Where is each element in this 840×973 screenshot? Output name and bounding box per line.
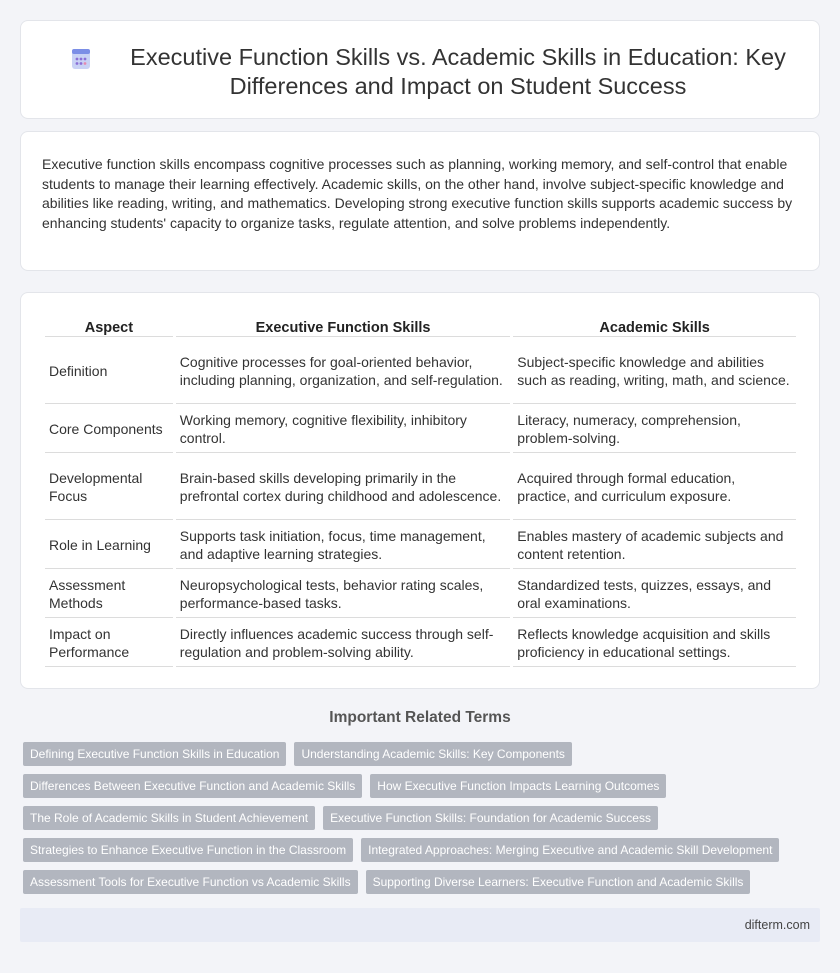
row-aspect: Impact on Performance bbox=[45, 618, 173, 667]
row-academic: Subject-specific knowledge and abilities such as reading, writing, math, and science. bbox=[513, 337, 796, 404]
table-row bbox=[45, 337, 796, 404]
related-term-link[interactable]: The Role of Academic Skills in Student Achievement bbox=[23, 806, 315, 830]
related-term-link[interactable]: Defining Executive Function Skills in Education bbox=[23, 742, 286, 766]
related-term-link[interactable]: Integrated Approaches: Merging Executive and Academic Skill Development bbox=[361, 838, 779, 862]
related-term-link[interactable]: Differences Between Executive Function and Academic Skills bbox=[23, 774, 362, 798]
title-card bbox=[20, 20, 820, 119]
header-academic-skills: Academic Skills bbox=[513, 316, 796, 337]
row-academic: Enables mastery of academic subjects and content retention. bbox=[513, 520, 796, 569]
row-executive: Brain-based skills developing primarily in the prefrontal cortex during childhood and adolescence. bbox=[176, 453, 510, 520]
row-executive: Directly influences academic success through self-regulation and problem-solving ability. bbox=[176, 618, 510, 667]
intro-paragraph: Executive function skills encompass cognitive processes such as planning, working memory, and self-control that enable students to manage their learning effectively. Academic skills, on the other hand, involve subject-specific knowledge and abilities like reading, writing, and mathematics. Developing strong executive function skills supports academic success by enhancing students' capacity to organize tasks, regulate attention, and solve problems independently. bbox=[42, 156, 793, 231]
row-executive: Working memory, cognitive flexibility, inhibitory control. bbox=[176, 404, 510, 453]
related-term-link[interactable]: Executive Function Skills: Foundation for Academic Success bbox=[323, 806, 658, 830]
row-aspect: Role in Learning bbox=[45, 520, 173, 569]
row-academic: Literacy, numeracy, comprehension, problem-solving. bbox=[513, 404, 796, 453]
footer bbox=[20, 908, 820, 942]
related-term-link[interactable]: Understanding Academic Skills: Key Components bbox=[294, 742, 571, 766]
row-academic: Reflects knowledge acquisition and skills proficiency in educational settings. bbox=[513, 618, 796, 667]
document-icon bbox=[68, 46, 94, 72]
row-academic: Acquired through formal education, practice, and curriculum exposure. bbox=[513, 453, 796, 520]
header-executive-function: Executive Function Skills bbox=[176, 316, 510, 337]
related-terms-heading: Important Related Terms bbox=[329, 709, 511, 726]
table-row bbox=[45, 404, 796, 453]
table-row bbox=[45, 453, 796, 520]
row-executive: Neuropsychological tests, behavior rating scales, performance-based tasks. bbox=[176, 569, 510, 618]
table-row bbox=[45, 520, 796, 569]
row-aspect: Developmental Focus bbox=[45, 453, 173, 520]
row-aspect: Definition bbox=[45, 337, 173, 404]
row-executive: Supports task initiation, focus, time management, and adaptive learning strategies. bbox=[176, 520, 510, 569]
related-term-link[interactable]: Supporting Diverse Learners: Executive Function and Academic Skills bbox=[366, 870, 751, 894]
related-term-link[interactable]: Assessment Tools for Executive Function vs Academic Skills bbox=[23, 870, 358, 894]
comparison-table bbox=[42, 316, 799, 667]
row-academic: Standardized tests, quizzes, essays, and oral examinations. bbox=[513, 569, 796, 618]
related-terms-list bbox=[23, 742, 813, 894]
table-header-row bbox=[45, 316, 796, 337]
intro-card bbox=[20, 131, 820, 271]
row-executive: Cognitive processes for goal-oriented behavior, including planning, organization, and self-regulation. bbox=[176, 337, 510, 404]
table-row bbox=[45, 569, 796, 618]
table-row bbox=[45, 618, 796, 667]
header-aspect: Aspect bbox=[45, 316, 173, 337]
row-aspect: Core Components bbox=[45, 404, 173, 453]
comparison-card bbox=[20, 292, 820, 689]
page-title: Executive Function Skills vs. Academic Skills in Education: Key Differences and Impact on Student Success bbox=[130, 44, 786, 99]
related-term-link[interactable]: Strategies to Enhance Executive Function in the Classroom bbox=[23, 838, 353, 862]
row-aspect: Assessment Methods bbox=[45, 569, 173, 618]
site-link[interactable]: difterm.com bbox=[744, 918, 810, 932]
related-term-link[interactable]: How Executive Function Impacts Learning Outcomes bbox=[370, 774, 666, 798]
